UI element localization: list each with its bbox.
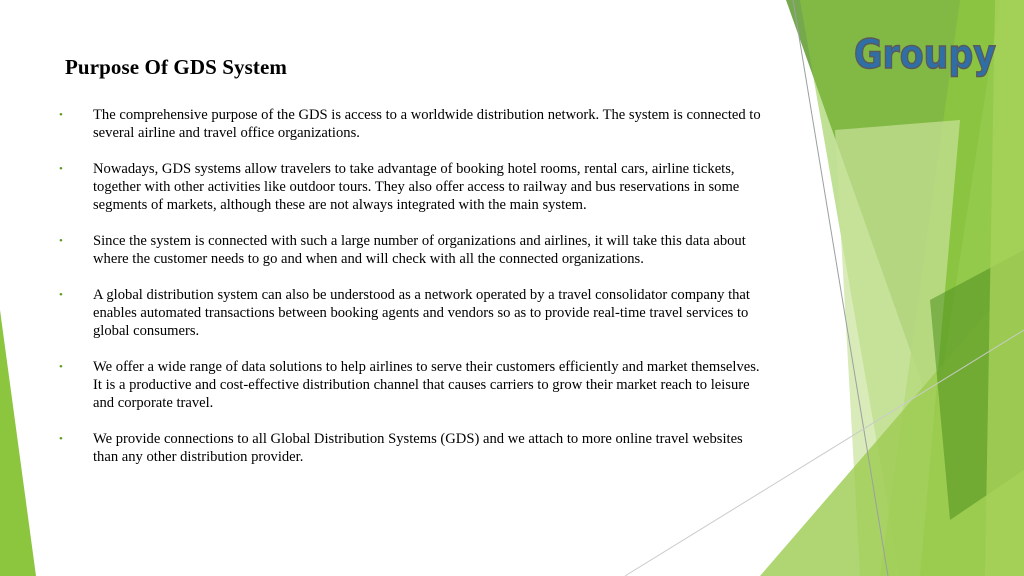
groupy-logo <box>852 26 1000 78</box>
bullet-dot-icon: • <box>59 235 63 247</box>
bullet-text: A global distribution system can also be understood as a network operated by a travel consolidator company that enables automated transactions between booking agents and vendors so as to provide real-time travel services to global consumers. <box>93 287 750 339</box>
bullet-text: Since the system is connected with such a large number of organizations and airlines, it will take this data about where the customer needs to go and when and will check with all the connected organizations. <box>93 233 746 267</box>
logo-text: Groupy <box>854 32 996 78</box>
bullet-dot-icon: • <box>59 361 63 373</box>
bullet-item <box>59 232 769 268</box>
bullet-text: The comprehensive purpose of the GDS is access to a worldwide distribution network. The system is connected to several airline and travel office organizations. <box>93 107 761 141</box>
bullet-text: We provide connections to all Global Distribution Systems (GDS) and we attach to more online travel websites than any other distribution provider. <box>93 431 743 465</box>
bullet-dot-icon: • <box>59 163 63 175</box>
bullet-item <box>59 286 769 340</box>
bullet-list <box>59 106 769 484</box>
bullet-item <box>59 106 769 142</box>
bullet-item <box>59 430 769 466</box>
bullet-item <box>59 358 769 412</box>
bullet-dot-icon: • <box>59 433 63 445</box>
slide-title: Purpose Of GDS System <box>65 55 288 79</box>
left-green-sliver <box>0 310 36 576</box>
bullet-dot-icon: • <box>59 109 63 121</box>
bullet-text: Nowadays, GDS systems allow travelers to take advantage of booking hotel rooms, rental cars, airline tickets, together with other activities like outdoor tours. They also offer access to railway and bus reservations in some segments of markets, although these are not always integrated with the main system. <box>93 161 740 213</box>
bullet-dot-icon: • <box>59 289 63 301</box>
bullet-item <box>59 160 769 214</box>
bullet-text: We offer a wide range of data solutions to help airlines to serve their customers efficiently and market themselves. It is a productive and cost-effective distribution channel that causes carriers to grow their market reach to leisure and corporate travel. <box>93 359 760 411</box>
